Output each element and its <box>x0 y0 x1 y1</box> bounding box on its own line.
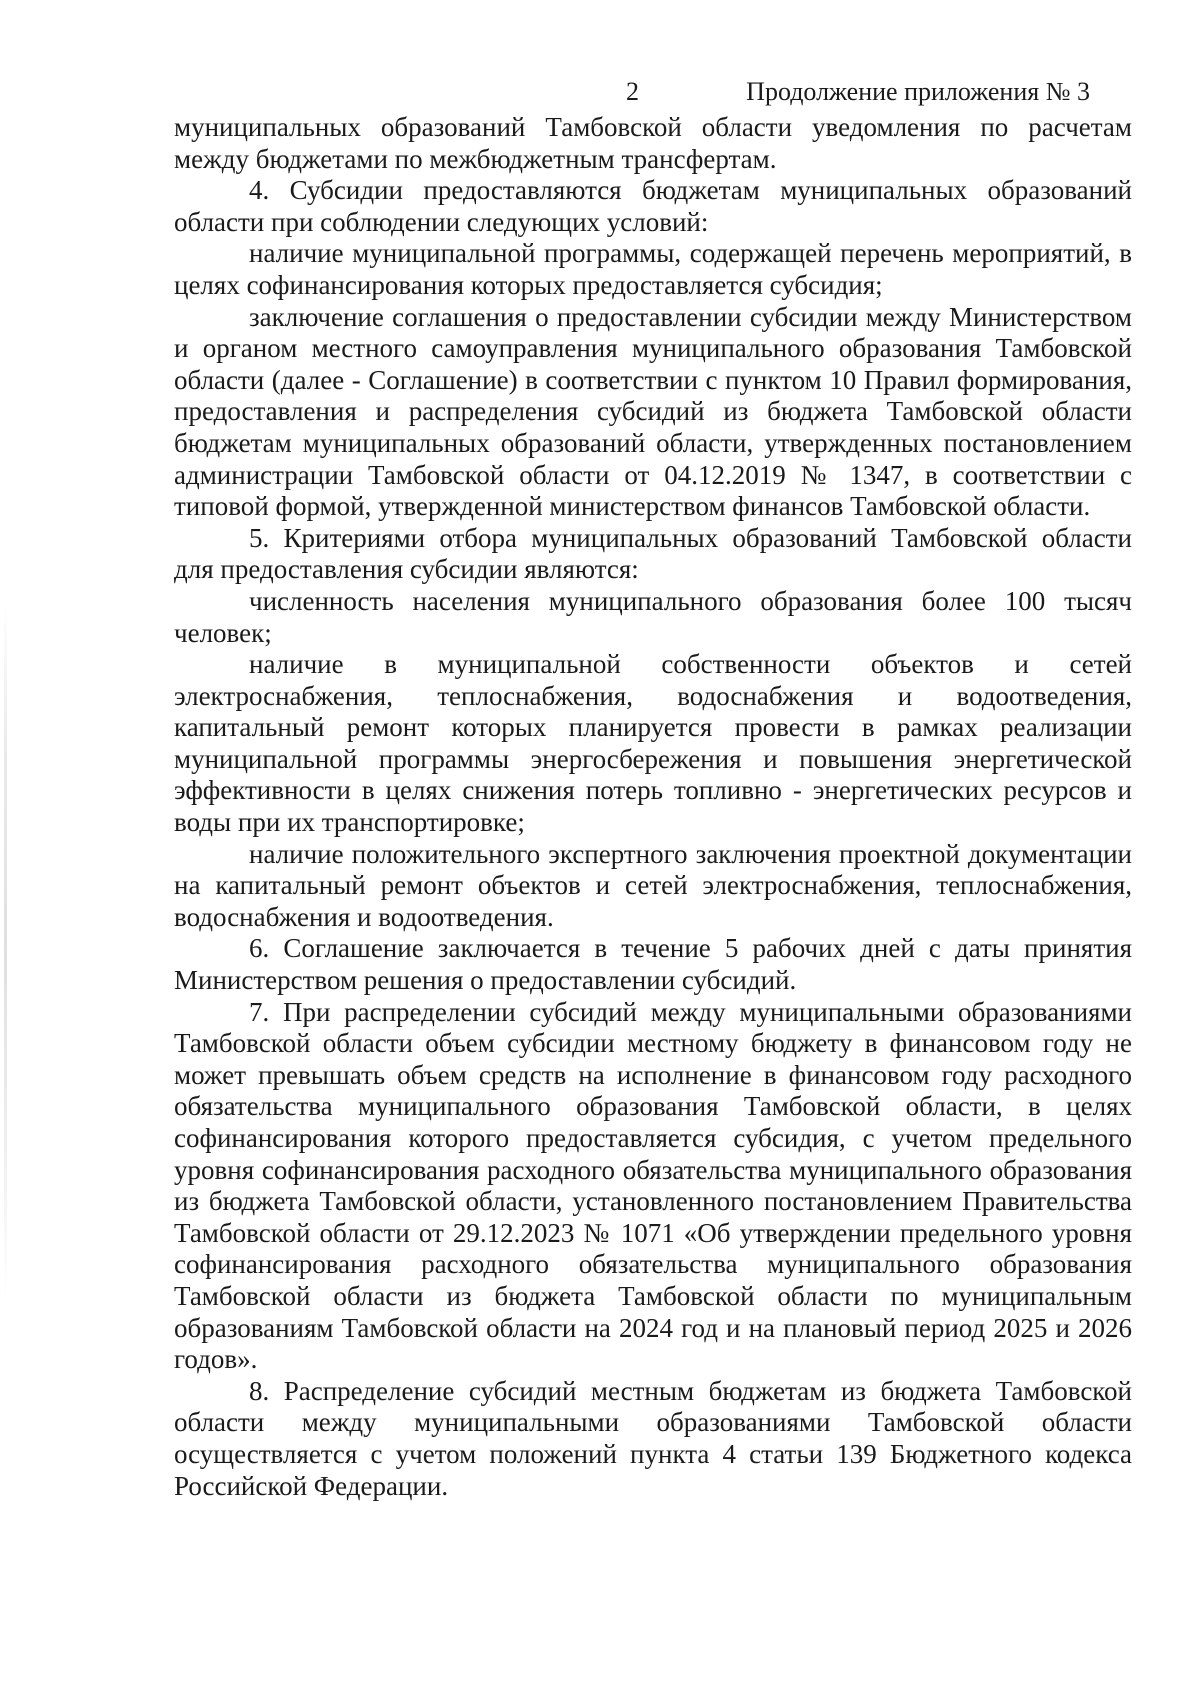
paragraph-item-5: 5. Критериями отбора муниципальных образований Тамбовской области для предоставления субсидии являются: <box>174 522 1132 585</box>
page-number: 2 <box>626 77 639 106</box>
paragraph: муниципальных образований Тамбовской области уведомления по расчетам между бюджетами по межбюджетным трансфертам. <box>174 112 1132 174</box>
criterion-property: наличие в муниципальной собственности объектов и сетей электроснабжения, теплоснабжения, водоснабжения и водоотведения, капитальный ремонт которых планируется провести в рамках реализации муниципальной программы энергосбережения и повышения энергетической эффективности в целях снижения потерь топливно - энергетических ресурсов и воды при их транспортировке; <box>174 649 1132 838</box>
paragraph-item-8: 8. Распределение субсидий местным бюджетам из бюджета Тамбовской области между муниципальными образованиями Тамбовской области осуществляется с учетом положений пункта 4 статьи 139 Бюджетного кодекса Российской Федерации. <box>174 1375 1132 1501</box>
condition-program: наличие муниципальной программы, содержащей перечень мероприятий, в целях софинансирования которых предоставляется субсидия; <box>174 238 1132 300</box>
criterion-expert-review: наличие положительного экспертного заключения проектной документации на капитальный ремонт объектов и сетей электроснабжения, теплоснабжения, водоснабжения и водоотведения. <box>174 838 1132 932</box>
paragraph-item-7: 7. При распределении субсидий между муниципальными образованиями Тамбовской области объем субсидии местному бюджету в финансовом году не может превышать объем средств на исполнение в финансовом году расходного обязательства муниципального образования Тамбовской области, в целях софинансирования которого предоставляется субсидия, с учетом предельного уровня софинансирования расходного обязательства муниципального образования из бюджета Тамбовской области, установленного постановлением Правительства Тамбовской области от 29.12.2023 № 1071 «Об утверждении предельного уровня софинансирования расходного обязательства муниципального образования Тамбовской области из бюджета Тамбовской области по муниципальным образованиям Тамбовской области на 2024 год и на плановый период 2025 и 2026 годов». <box>174 996 1132 1375</box>
criterion-population: численность населения муниципального образования более 100 тысяч человек; <box>174 585 1132 648</box>
page-header <box>0 74 1200 110</box>
paragraph-item-6: 6. Соглашение заключается в течение 5 рабочих дней с даты принятия Министерством решения о предоставлении субсидий. <box>174 933 1132 996</box>
paragraph-item-4: 4. Субсидии предоставляются бюджетам муниципальных образований области при соблюдении следующих условий: <box>174 175 1132 237</box>
scan-edge-shadow <box>4 600 7 1300</box>
appendix-continuation-label: Продолжение приложения № 3 <box>746 77 1090 106</box>
document-body <box>174 112 1132 1502</box>
condition-agreement: заключение соглашения о предоставлении субсидии между Министерством и органом местного самоуправления муниципального образования Тамбовской области (далее - Соглашение) в соответствии с пунктом 10 Правил формирования, предоставления и распределения субсидий из бюджета Тамбовской области бюджетам муниципальных образований области, утвержденных постановлением администрации Тамбовской области от 04.12.2019 № 1347, в соответствии с типовой формой, утвержденной министерством финансов Тамбовской области. <box>174 301 1132 522</box>
